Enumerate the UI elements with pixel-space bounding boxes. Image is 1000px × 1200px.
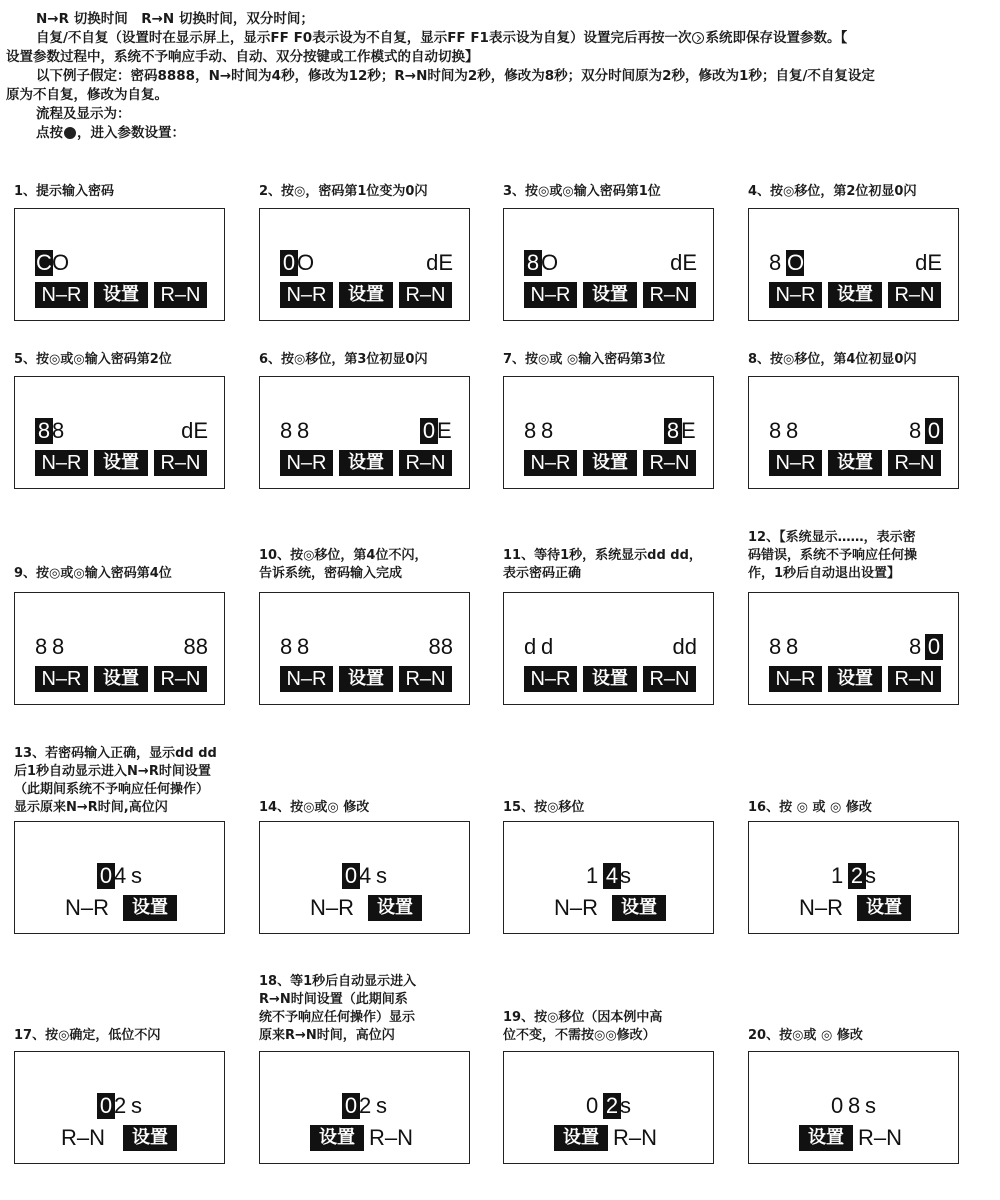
tag-set: 设置 (94, 282, 148, 308)
display-digit: 8 (280, 418, 293, 443)
display-top-row (260, 418, 469, 444)
tag-set: 设置 (583, 450, 637, 476)
blinking-digit: 0 (342, 1093, 360, 1119)
lcd-display-panel (259, 376, 470, 489)
blinking-digit: 0 (420, 418, 438, 444)
right-arrow-icon (692, 32, 704, 44)
tag-r-n: R–N (643, 666, 696, 692)
display-top-row (15, 418, 224, 444)
tag-set: 设置 (828, 666, 882, 692)
step-caption (748, 799, 978, 817)
display-digit: d (541, 634, 554, 659)
step-caption-line: 告诉系统，密码输入完成 (259, 566, 403, 581)
tag-set: 设置 (583, 666, 637, 692)
intro-line: 流程及显示为： (36, 106, 131, 122)
display-time-row (260, 1093, 469, 1119)
tag-r-n: R–N (888, 666, 941, 692)
display-digits-right: dE (181, 418, 208, 443)
display-top-row (504, 250, 713, 276)
display-digit: 8 (769, 634, 782, 659)
step-caption (259, 547, 489, 583)
display-digit: 8 (909, 634, 922, 659)
display-digit: E (681, 418, 696, 443)
display-mode-row (504, 895, 713, 921)
intro-line: 设置参数过程中，系统不予响应手动、自动、双分按键或工作模式的自动切换】 (6, 49, 479, 65)
tag-r-n: R–N (643, 450, 696, 476)
tag-set: 设置 (368, 895, 422, 921)
display-time-row (504, 863, 713, 889)
display-digit: 8 (909, 418, 922, 443)
step-caption-line: 1、提示输入密码 (14, 184, 115, 199)
tag-set: 设置 (339, 666, 393, 692)
blinking-digit: 8 (664, 418, 682, 444)
display-top-row (749, 250, 958, 276)
lcd-display-panel (14, 208, 225, 321)
display-digit: 8 (769, 250, 782, 275)
display-digit: 4 (114, 863, 127, 888)
display-top-row (749, 634, 958, 660)
step-caption-line: 19、按◎移位（因本例中高 (503, 1010, 663, 1025)
display-digits-right: dE (426, 250, 453, 275)
tag-n-r: N–R (524, 282, 577, 308)
tag-r-n: R–N (888, 450, 941, 476)
step-caption (259, 799, 489, 817)
lcd-display-panel (748, 208, 959, 321)
lcd-display-panel (748, 376, 959, 489)
tag-set: 设置 (94, 450, 148, 476)
tag-set: 设置 (339, 450, 393, 476)
intro-line-text: 系统即保存设置参数。【 (705, 30, 848, 46)
display-top-row (260, 250, 469, 276)
step-caption-line: 显示原来N→R时间,高位闪 (14, 800, 168, 815)
display-mode-row (15, 450, 224, 476)
step-caption-line: 5、按◎或◎输入密码第2位 (14, 352, 172, 367)
blinking-digit: 0 (97, 863, 115, 889)
tag-n-r: N–R (280, 666, 333, 692)
blinking-digit: 2 (603, 1093, 621, 1119)
display-top-row (504, 418, 713, 444)
display-mode-row (15, 282, 224, 308)
intro-line-text: 点按 (36, 125, 63, 141)
tag-n-r: N–R (35, 282, 88, 308)
step-caption-line: 3、按◎或◎输入密码第1位 (503, 184, 661, 199)
lcd-display-panel (259, 1051, 470, 1164)
display-mode-row (749, 282, 958, 308)
tag-n-r: N–R (35, 450, 88, 476)
display-time-row (749, 863, 958, 889)
display-digit: 1 (831, 863, 844, 888)
tag-r-n: R–N (643, 282, 696, 308)
display-digits-right: dE (670, 250, 697, 275)
step-caption (748, 351, 978, 369)
tag-n-r: N–R (554, 895, 599, 920)
tag-n-r: N–R (769, 666, 822, 692)
display-top-row (749, 418, 958, 444)
intro-line-text: ，进入参数设置： (77, 125, 185, 141)
step-caption (14, 183, 244, 201)
step-caption-line: 2、按◎，密码第1位变为0闪 (259, 184, 428, 199)
step-caption (14, 351, 244, 369)
step-caption (259, 351, 489, 369)
step-caption-line: 20、按◎或 ◎ 修改 (748, 1028, 863, 1043)
display-digit: O (297, 250, 315, 275)
display-digit: s (865, 863, 876, 888)
display-time-row (260, 863, 469, 889)
intro-line: 原为不自复，修改为自复。 (6, 87, 168, 103)
display-mode-row (15, 1125, 224, 1151)
display-mode-row (749, 450, 958, 476)
step-caption-line: 位不变，不需按◎◎修改） (503, 1028, 656, 1043)
step-caption-line: 9、按◎或◎输入密码第4位 (14, 566, 172, 581)
intro-line-text: 自复/不自复（设置时在显示屏上，显示FF F0表示设为不自复，显示FF F1表示设为自复）设置完后再按一次 (36, 30, 692, 46)
display-mode-row (749, 1125, 958, 1151)
blinking-digit: 8 (35, 418, 53, 444)
step-caption-line: 15、按◎移位 (503, 800, 585, 815)
display-digit: 8 (280, 634, 293, 659)
step-caption (14, 565, 244, 583)
display-mode-row (749, 666, 958, 692)
lcd-display-panel (748, 592, 959, 705)
step-caption-line: 作，1秒后自动退出设置】 (748, 566, 901, 581)
blinking-digit: 0 (97, 1093, 115, 1119)
display-digit: s (620, 863, 631, 888)
step-caption-line: R→N时间设置（此期间系 (259, 992, 408, 1007)
tag-n-r: N–R (280, 282, 333, 308)
step-caption-line: 14、按◎或◎ 修改 (259, 800, 370, 815)
step-caption-line: 13、若密码输入正确，显示dd dd (14, 746, 217, 761)
step-caption-line: 6、按◎移位，第3位初显0闪 (259, 352, 428, 367)
blinking-digit: 2 (848, 863, 866, 889)
display-time-row (749, 1093, 958, 1119)
lcd-display-panel (14, 1051, 225, 1164)
step-caption-line: 码错误，系统不予响应任何操 (748, 548, 918, 563)
display-mode-row (504, 282, 713, 308)
step-caption-line: 18、等1秒后自动显示进入 (259, 974, 417, 989)
blinking-digit: C (36, 250, 52, 275)
step-caption-line: 16、按 ◎ 或 ◎ 修改 (748, 800, 872, 815)
tag-set: 设置 (554, 1125, 608, 1151)
tag-n-r: N–R (769, 450, 822, 476)
lcd-display-panel (748, 821, 959, 934)
tag-r-n: R–N (154, 450, 207, 476)
display-digit: 8 (524, 418, 537, 443)
display-digit: 8 (297, 418, 310, 443)
display-digit: 4 (359, 863, 372, 888)
display-mode-row (260, 1125, 469, 1151)
tag-r-n: R–N (399, 666, 452, 692)
tag-set: 设置 (583, 282, 637, 308)
tag-r-n: R–N (399, 450, 452, 476)
tag-set: 设置 (123, 895, 177, 921)
step-caption (14, 745, 244, 817)
tag-r-n: R–N (399, 282, 452, 308)
display-digit: 2 (359, 1093, 372, 1118)
intro-line (6, 29, 986, 48)
tag-r-n: R–N (613, 1125, 658, 1150)
display-digits-right: 88 (428, 634, 453, 659)
tag-r-n: R–N (61, 1125, 106, 1150)
display-mode-row (260, 666, 469, 692)
tag-r-n: R–N (888, 282, 941, 308)
display-digit: 0 (586, 1093, 599, 1118)
lcd-display-panel (503, 376, 714, 489)
step-caption (748, 1027, 978, 1045)
tag-n-r: N–R (65, 895, 110, 920)
display-digit: s (865, 1093, 876, 1118)
display-mode-row (260, 895, 469, 921)
set-button-icon (64, 127, 76, 139)
display-digit: 8 (297, 634, 310, 659)
tag-r-n: R–N (858, 1125, 903, 1150)
tag-n-r: N–R (310, 895, 355, 920)
intro-line: N→R 切换时间 R→N 切换时间，双分时间； (36, 11, 314, 27)
blinking-digit: 0 (925, 418, 943, 444)
display-digit: E (437, 418, 452, 443)
lcd-display-panel (503, 592, 714, 705)
step-caption-line: 7、按◎或 ◎输入密码第3位 (503, 352, 666, 367)
display-mode-row (15, 895, 224, 921)
step-caption (503, 799, 733, 817)
tag-set: 设置 (123, 1125, 177, 1151)
display-digits-right: dd (672, 634, 697, 659)
tag-set: 设置 (828, 282, 882, 308)
step-caption-line: 表示密码正确 (503, 566, 582, 581)
step-caption-line: （此期间系统不予响应任何操作） (14, 782, 210, 797)
display-digit: 2 (114, 1093, 127, 1118)
step-caption-line: 8、按◎移位，第4位初显0闪 (748, 352, 917, 367)
tag-r-n: R–N (369, 1125, 414, 1150)
step-caption-line: 4、按◎移位，第2位初显0闪 (748, 184, 917, 199)
display-mode-row (504, 450, 713, 476)
step-caption (503, 183, 733, 201)
display-mode-row (260, 450, 469, 476)
display-digit: O (541, 250, 559, 275)
lcd-display-panel (259, 592, 470, 705)
display-mode-row (504, 666, 713, 692)
display-digit: 8 (786, 634, 799, 659)
display-digit: 8 (35, 634, 48, 659)
step-caption-line: 统不予响应任何操作）显示 (259, 1010, 416, 1025)
tag-n-r: N–R (524, 450, 577, 476)
step-caption-line: 后1秒自动显示进入N→R时间设置 (14, 764, 211, 779)
intro-text (6, 10, 986, 143)
display-time-row (15, 1093, 224, 1119)
display-digit: d (524, 634, 537, 659)
display-digit: 8 (52, 634, 65, 659)
display-digits-right: 88 (183, 634, 208, 659)
blinking-digit: 0 (342, 863, 360, 889)
tag-set: 设置 (612, 895, 666, 921)
display-mode-row (15, 666, 224, 692)
tag-set: 设置 (799, 1125, 853, 1151)
blinking-digit: 0 (280, 250, 298, 276)
display-top-row (260, 634, 469, 660)
step-caption (503, 547, 733, 583)
display-mode-row (260, 282, 469, 308)
tag-set: 设置 (310, 1125, 364, 1151)
step-caption (259, 183, 489, 201)
tag-set: 设置 (94, 666, 148, 692)
display-digit: 8 (848, 1093, 861, 1118)
display-digit: 8 (52, 418, 65, 443)
intro-line (6, 124, 986, 143)
tag-n-r: N–R (769, 282, 822, 308)
lcd-display-panel (503, 821, 714, 934)
blinking-digit: 4 (603, 863, 621, 889)
lcd-display-panel (259, 821, 470, 934)
display-mode-row (749, 895, 958, 921)
display-digit: s (620, 1093, 631, 1118)
display-time-row (504, 1093, 713, 1119)
display-digit: 8 (541, 418, 554, 443)
lcd-display-panel (14, 592, 225, 705)
display-digit: s (376, 1093, 387, 1118)
step-caption-line: 17、按◎确定，低位不闪 (14, 1028, 161, 1043)
tag-n-r: N–R (524, 666, 577, 692)
lcd-display-panel (14, 376, 225, 489)
step-caption-line: 原来R→N时间，高位闪 (259, 1028, 395, 1043)
tag-n-r: N–R (35, 666, 88, 692)
lcd-display-panel (503, 1051, 714, 1164)
step-caption (748, 183, 978, 201)
display-digit: 8 (786, 418, 799, 443)
display-digit: s (131, 1093, 142, 1118)
tag-set: 设置 (857, 895, 911, 921)
display-time-row (15, 863, 224, 889)
step-caption (14, 1027, 244, 1045)
lcd-display-panel (748, 1051, 959, 1164)
tag-n-r: N–R (799, 895, 844, 920)
step-caption (503, 1009, 733, 1045)
display-digit: O (52, 250, 70, 275)
display-top-row (15, 634, 224, 660)
display-top-row (504, 634, 713, 660)
lcd-display-panel (259, 208, 470, 321)
step-caption-line: 10、按◎移位，第4位不闪， (259, 548, 428, 563)
display-digit: s (131, 863, 142, 888)
lcd-display-panel (503, 208, 714, 321)
display-digit: 1 (586, 863, 599, 888)
tag-set: 设置 (339, 282, 393, 308)
tag-r-n: R–N (154, 666, 207, 692)
display-top-row (15, 250, 224, 276)
step-caption (503, 351, 733, 369)
blinking-digit: 0 (925, 634, 943, 660)
display-digits-right: dE (915, 250, 942, 275)
display-digit: 0 (831, 1093, 844, 1118)
intro-line: 以下例子假定：密码8888，N→时间为4秒，修改为12秒；R→N时间为2秒，修改为8秒；双分时间原为2秒，修改为1秒；自复/不自复设定 (36, 68, 875, 84)
blinking-digit: O (787, 250, 805, 275)
blinking-digit: 8 (524, 250, 542, 276)
step-caption-line: 12、【系统显示……，表示密 (748, 530, 916, 545)
step-caption (259, 973, 489, 1045)
lcd-display-panel (14, 821, 225, 934)
step-caption (748, 529, 978, 583)
display-digit: 8 (769, 418, 782, 443)
tag-r-n: R–N (154, 282, 207, 308)
step-caption-line: 11、等待1秒，系统显示dd dd， (503, 548, 702, 563)
display-digit: s (376, 863, 387, 888)
tag-set: 设置 (828, 450, 882, 476)
tag-n-r: N–R (280, 450, 333, 476)
display-mode-row (504, 1125, 713, 1151)
